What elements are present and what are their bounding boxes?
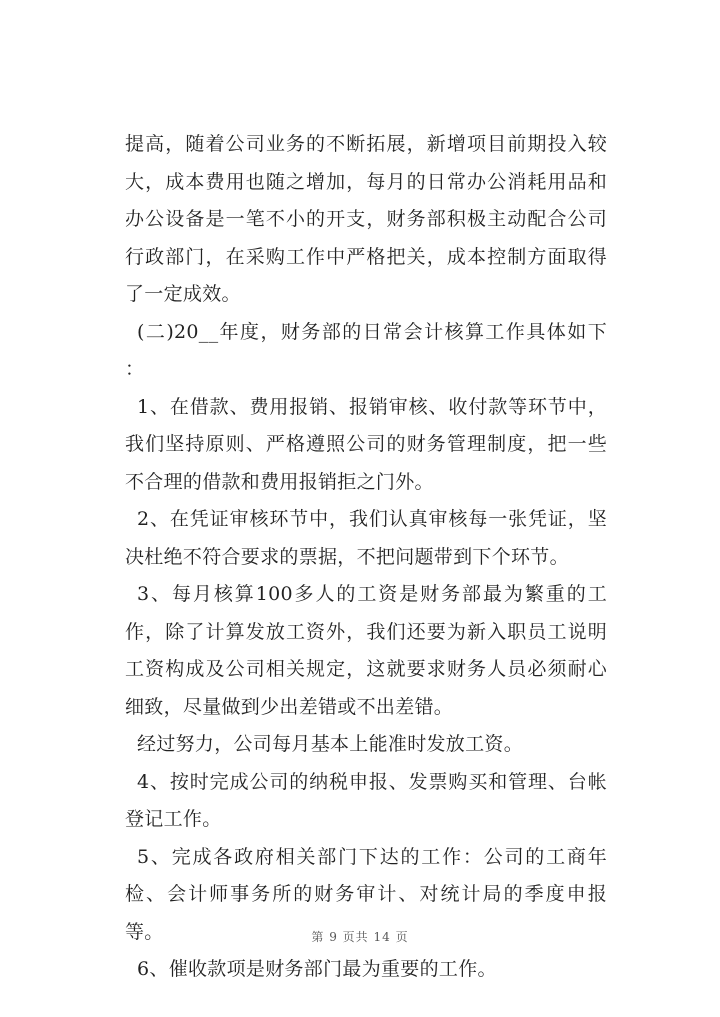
page-number-footer: 第 9 页共 14 页 — [311, 930, 409, 944]
paragraph-cost-control: 提高，随着公司业务的不断拓展，新增项目前期投入较大，成本费用也随之增加，每月的日常办公消耗用品和办公设备是一笔不小的开支，财务部积极主动配合公司行政部门，在采购工作中严格把关，成本控制方面取得了一定成效。 — [125, 133, 607, 305]
paragraph-salary-result: 经过努力，公司每月基本上能准时发放工资。 — [137, 733, 524, 755]
paragraph-item-5: 5、完成各政府相关部门下达的工作：公司的工商年检、会计师事务所的财务审计、对统计局的季度申报等。 — [125, 845, 607, 943]
paragraph-section-heading: (二)20__年度，财务部的日常会计核算工作具体如下 ： — [125, 320, 607, 380]
paragraph-item-1: 1、在借款、费用报销、报销审核、收付款等环节中，我们坚持原则、严格遵照公司的财务管理制度，把一些不合理的借款和费用报销拒之门外。 — [125, 395, 607, 493]
paragraph-item-2: 2、在凭证审核环节中，我们认真审核每一张凭证，坚决杜绝不符合要求的票据，不把问题带到下个环节。 — [125, 508, 607, 568]
document-body — [125, 126, 607, 989]
paragraph-item-4: 4、按时完成公司的纳税申报、发票购买和管理、台帐登记工作。 — [125, 770, 607, 830]
paragraph-item-3: 3、每月核算100多人的工资是财务部最为繁重的工作，除了计算发放工资外，我们还要为新入职员工说明工资构成及公司相关规定，这就要求财务人员必须耐心细致，尽量做到少出差错或不出差错。 — [125, 583, 607, 718]
paragraph-item-6: 6、催收款项是财务部门最为重要的工作。 — [137, 958, 497, 980]
